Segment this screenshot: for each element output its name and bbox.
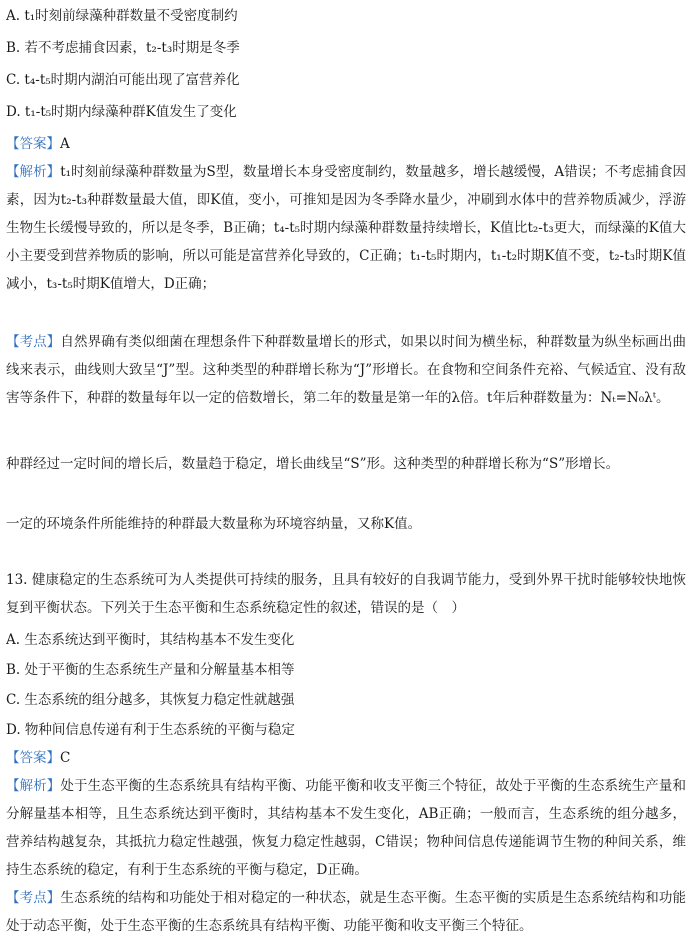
answer-value: C — [60, 750, 71, 766]
point-text: 自然界确有类似细菌在理想条件下种群数量增长的形式，如果以时间为横坐标，种群数量为纵坐标画出曲线来表示，曲线则大致呈“J”型。这种类型的种群增长称为“J”形增长。在食物和空间条件充裕、气候适宜、没有敌害等条件下，种群的数量每年以一定的倍数增长，第二年的数量是第一年的λ倍。t年后种群数量为：Nₜ=N₀λᵗ。 — [6, 334, 687, 406]
q13-stem: 13. 健康稳定的生态系统可为人类提供可持续的服务，且具有较好的自我调节能力，受到外界干扰时能够较快地恢复到平衡状态。下列关于生态平衡和生态系统稳定性的叙述，错误的是（ ） — [6, 572, 686, 616]
q13-analysis — [6, 772, 686, 884]
q12-option-a: A. t₁时刻前绿藻种群数量不受密度制约 — [6, 8, 238, 24]
answer-value: A — [60, 136, 70, 152]
point-tag: 【考点】 — [6, 890, 61, 906]
q13-option-b: B. 处于平衡的生态系统生产量和分解量基本相等 — [6, 662, 295, 678]
q13-point — [6, 884, 686, 940]
analysis-text: t₁时刻前绿藻种群数量为S型，数量增长本身受密度制约，数量越多，增长越缓慢，A错误；不考虑捕食因素，因为t₂-t₃种群数量最大值，即K值，变小，可推知是因为冬季降水量少，冲刷到水体中的营养物质减少，浮游生物生长缓慢导致的，所以是冬季，B正确；t₄-t₅时期内绿藻种群数量持续增长，K值比t₂-t₃更大，而绿藻的K值大小主要受到营养物质的影响，所以可能是富营养化导致的，C正确；t₁-t₅时期内，t₁-t₂时期K值不变，t₂-t₃时期K值减小，t₃-t₅时期K值增大，D正确； — [6, 164, 687, 292]
q12-point-paragraph-3: 一定的环境条件所能维持的种群最大数量称为环境容纳量，又称K值。 — [6, 516, 422, 532]
q12-option-b: B. 若不考虑捕食因素，t₂-t₃时期是冬季 — [6, 40, 240, 56]
q12-answer — [6, 132, 70, 152]
q13-answer — [6, 746, 70, 766]
q12-analysis — [6, 158, 686, 298]
q13-option-d: D. 物种间信息传递有利于生态系统的平衡与稳定 — [6, 722, 295, 738]
analysis-tag: 【解析】 — [6, 778, 61, 794]
q13-option-c: C. 生态系统的组分越多，其恢复力稳定性就越强 — [6, 692, 295, 708]
q13-option-a: A. 生态系统达到平衡时，其结构基本不发生变化 — [6, 632, 295, 648]
point-tag: 【考点】 — [6, 334, 61, 350]
analysis-text: 处于生态平衡的生态系统具有结构平衡、功能平衡和收支平衡三个特征，故处于平衡的生态系统生产量和分解量基本相等，且生态系统达到平衡时，其结构基本不发生变化，AB正确；一般而言，生态系统的组分越多，营养结构越复杂，其抵抗力稳定性越强，恢复力稳定性越弱，C错误；物种间信息传递能调节生物的种间关系，维持生态系统的稳定，有利于生态系统的平衡与稳定，D正确。 — [6, 778, 687, 878]
q12-point-paragraph-2: 种群经过一定时间的增长后，数量趋于稳定，增长曲线呈“S”形。这种类型的种群增长称为“S”形增长。 — [6, 456, 620, 472]
answer-tag: 【答案】 — [6, 750, 60, 766]
q12-option-d: D. t₁-t₅时期内绿藻种群K值发生了变化 — [6, 104, 237, 120]
q12-option-c: C. t₄-t₅时期内湖泊可能出现了富营养化 — [6, 72, 240, 88]
point-text: 生态系统的结构和功能处于相对稳定的一种状态，就是生态平衡。生态平衡的实质是生态系统结构和功能处于动态平衡，处于生态平衡的生态系统具有结构平衡、功能平衡和收支平衡三个特征。 — [6, 890, 687, 934]
answer-tag: 【答案】 — [6, 136, 60, 152]
analysis-tag: 【解析】 — [6, 164, 61, 180]
q12-point — [6, 328, 686, 412]
